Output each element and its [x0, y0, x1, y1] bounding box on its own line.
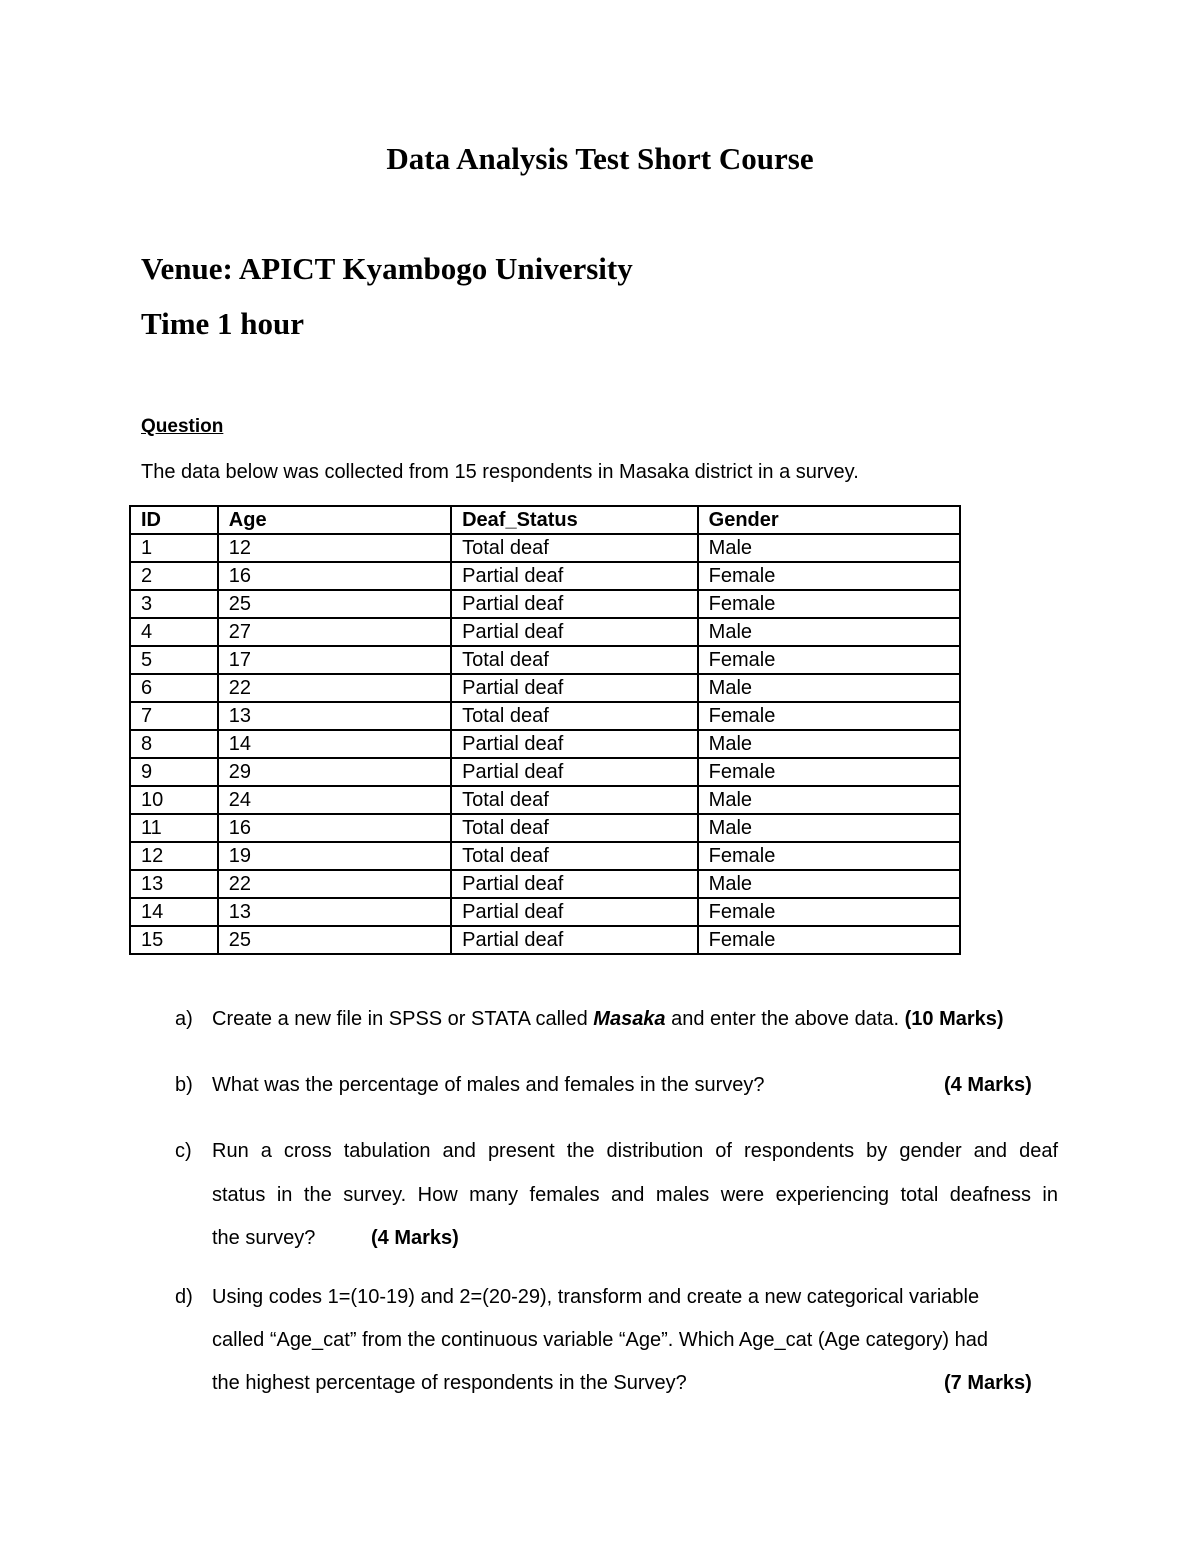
table-cell-gender: Male: [698, 786, 960, 814]
question-a-text-before: Create a new file in SPSS or STATA called: [212, 1008, 594, 1030]
table-cell-age: 13: [218, 702, 451, 730]
table-row: [130, 562, 960, 590]
question-d-line-1: Using codes 1=(10-19) and 2=(20-29), transform and create a new categorical variable: [212, 1286, 980, 1308]
table-cell-deaf-status: Partial deaf: [451, 730, 698, 758]
question-d-line-2: called “Age_cat” from the continuous variable “Age”. Which Age_cat (Age category) had: [212, 1329, 988, 1351]
table-cell-age: 22: [218, 674, 451, 702]
table-cell-deaf-status: Total deaf: [451, 786, 698, 814]
table-cell-id: 1: [130, 534, 218, 562]
table-cell-age: 25: [218, 926, 451, 954]
question-a-text: [212, 1008, 1004, 1031]
venue-line: Venue: APICT Kyambogo University: [141, 251, 633, 286]
table-row: [130, 730, 960, 758]
table-cell-deaf-status: Partial deaf: [451, 562, 698, 590]
table-row: [130, 870, 960, 898]
table-cell-id: 15: [130, 926, 218, 954]
table-cell-gender: Female: [698, 702, 960, 730]
column-header-id: ID: [130, 506, 218, 534]
question-d-line-3: the highest percentage of respondents in the Survey?: [212, 1372, 687, 1394]
table-cell-gender: Male: [698, 534, 960, 562]
table-row: [130, 786, 960, 814]
table-cell-deaf-status: Partial deaf: [451, 926, 698, 954]
table-cell-gender: Female: [698, 926, 960, 954]
table-cell-gender: Female: [698, 758, 960, 786]
table-cell-id: 11: [130, 814, 218, 842]
table-cell-deaf-status: Partial deaf: [451, 898, 698, 926]
table-cell-id: 13: [130, 870, 218, 898]
table-cell-age: 22: [218, 870, 451, 898]
question-c-line-1: Run a cross tabulation and present the distribution of respondents by gender and deaf: [212, 1140, 1058, 1162]
table-cell-age: 17: [218, 646, 451, 674]
table-cell-deaf-status: Partial deaf: [451, 758, 698, 786]
table-header-row: [130, 506, 960, 534]
table-cell-gender: Female: [698, 898, 960, 926]
table-row: [130, 702, 960, 730]
table-cell-age: 29: [218, 758, 451, 786]
table-cell-gender: Male: [698, 674, 960, 702]
table-cell-age: 24: [218, 786, 451, 814]
table-cell-id: 6: [130, 674, 218, 702]
table-cell-age: 25: [218, 590, 451, 618]
table-cell-deaf-status: Total deaf: [451, 646, 698, 674]
question-a-marks: (10 Marks): [904, 1008, 1004, 1030]
table-cell-id: 12: [130, 842, 218, 870]
table-cell-deaf-status: Partial deaf: [451, 590, 698, 618]
intro-text: The data below was collected from 15 respondents in Masaka district in a survey.: [141, 461, 859, 483]
question-c-line-3: the survey?: [212, 1227, 316, 1249]
table-cell-id: 3: [130, 590, 218, 618]
question-a-filename: Masaka: [593, 1008, 666, 1030]
table-row: [130, 590, 960, 618]
table-body: [130, 534, 960, 954]
table-row: [130, 646, 960, 674]
table-cell-deaf-status: Partial deaf: [451, 618, 698, 646]
table-cell-age: 14: [218, 730, 451, 758]
table-cell-gender: Female: [698, 646, 960, 674]
table-cell-id: 5: [130, 646, 218, 674]
table-cell-gender: Female: [698, 590, 960, 618]
table-cell-deaf-status: Total deaf: [451, 814, 698, 842]
table-row: [130, 898, 960, 926]
table-cell-gender: Male: [698, 730, 960, 758]
table-cell-age: 27: [218, 618, 451, 646]
question-label: Question: [141, 416, 224, 437]
time-line: Time 1 hour: [141, 306, 305, 341]
table-row: [130, 534, 960, 562]
table-row: [130, 842, 960, 870]
table-cell-gender: Female: [698, 562, 960, 590]
column-header-gender: Gender: [698, 506, 960, 534]
table-cell-id: 2: [130, 562, 218, 590]
table-cell-id: 7: [130, 702, 218, 730]
question-c-line-2: status in the survey. How many females and males were experiencing total deafness in: [212, 1184, 1058, 1206]
table-cell-deaf-status: Total deaf: [451, 534, 698, 562]
table-row: [130, 926, 960, 954]
table-cell-id: 8: [130, 730, 218, 758]
data-table: [129, 505, 961, 955]
table-cell-deaf-status: Partial deaf: [451, 674, 698, 702]
question-b-text: What was the percentage of males and females in the survey?: [212, 1074, 765, 1096]
question-c-letter: c): [175, 1140, 192, 1162]
question-d-letter: d): [175, 1286, 193, 1308]
question-a-letter: a): [175, 1008, 193, 1030]
table-row: [130, 674, 960, 702]
question-b-marks: (4 Marks): [944, 1074, 1032, 1096]
question-b-letter: b): [175, 1074, 193, 1096]
table-cell-age: 13: [218, 898, 451, 926]
table-cell-gender: Male: [698, 814, 960, 842]
table-cell-gender: Male: [698, 870, 960, 898]
table-cell-deaf-status: Total deaf: [451, 842, 698, 870]
table-row: [130, 618, 960, 646]
table-cell-id: 4: [130, 618, 218, 646]
table-cell-age: 19: [218, 842, 451, 870]
table-cell-age: 16: [218, 814, 451, 842]
table-cell-age: 16: [218, 562, 451, 590]
question-a-text-after: and enter the above data.: [665, 1008, 905, 1030]
table-row: [130, 758, 960, 786]
question-c-marks: (4 Marks): [371, 1227, 459, 1249]
table-row: [130, 814, 960, 842]
column-header-deaf-status: Deaf_Status: [451, 506, 698, 534]
table-cell-gender: Female: [698, 842, 960, 870]
column-header-age: Age: [218, 506, 451, 534]
table-cell-gender: Male: [698, 618, 960, 646]
table-cell-deaf-status: Total deaf: [451, 702, 698, 730]
question-d-marks: (7 Marks): [944, 1372, 1032, 1394]
table-cell-deaf-status: Partial deaf: [451, 870, 698, 898]
document-title: Data Analysis Test Short Course: [386, 141, 814, 176]
table-cell-id: 14: [130, 898, 218, 926]
table-cell-age: 12: [218, 534, 451, 562]
table-cell-id: 10: [130, 786, 218, 814]
table-cell-id: 9: [130, 758, 218, 786]
